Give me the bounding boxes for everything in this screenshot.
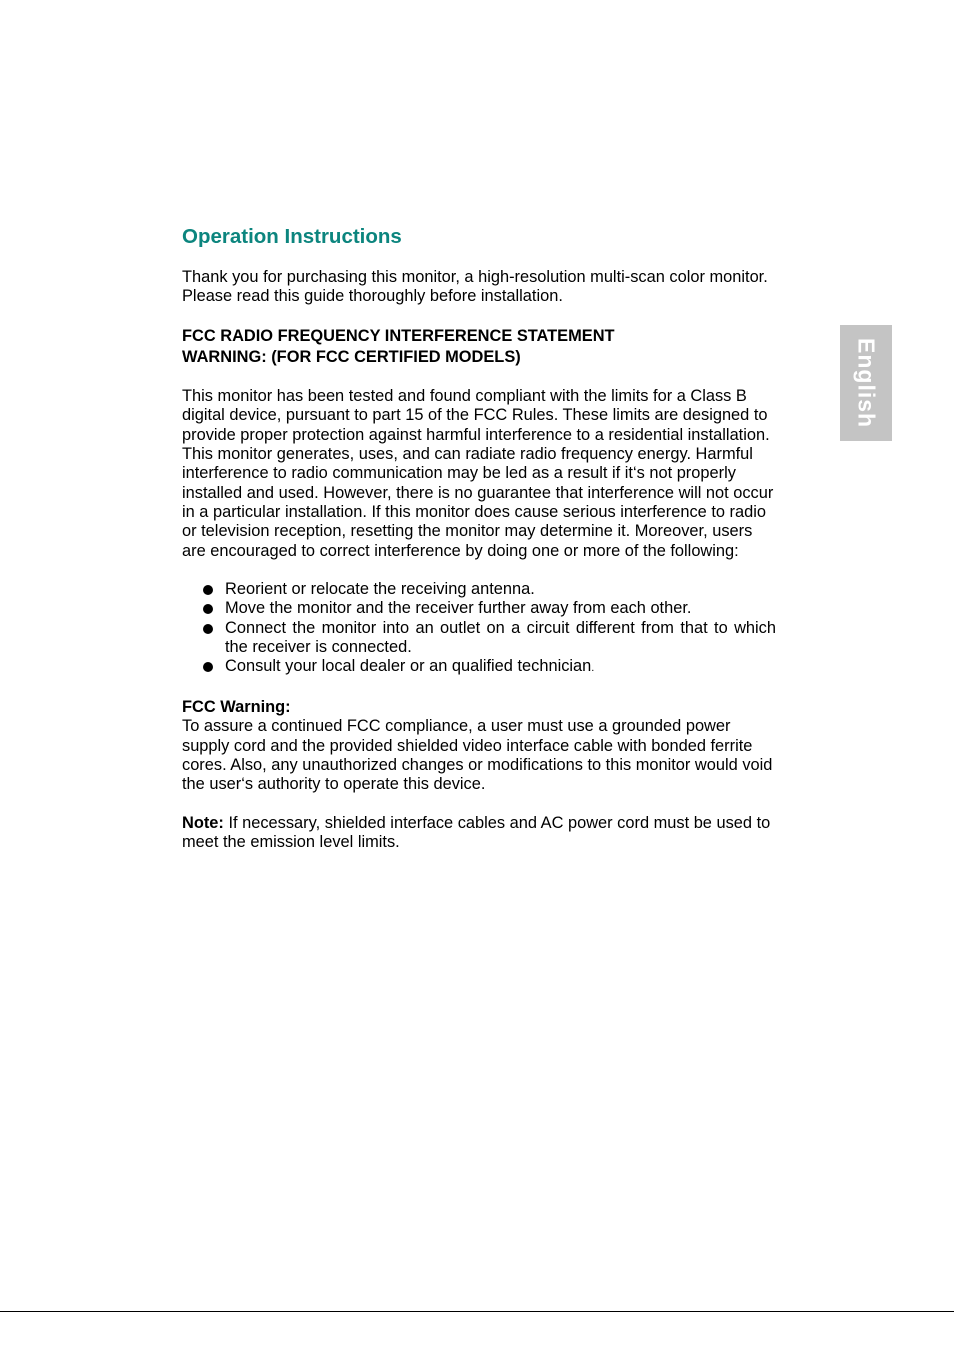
language-tab-label: English xyxy=(853,337,880,429)
spacer xyxy=(182,561,776,580)
corrective-measures-list xyxy=(182,580,776,678)
list-item-text: Move the monitor and the receiver further away from each other. xyxy=(225,599,692,618)
spacer xyxy=(182,368,776,387)
list-item xyxy=(182,657,776,678)
list-item xyxy=(182,580,776,599)
fcc-warning-body: To assure a continued FCC compliance, a user must use a grounded power supply cord and the provided shielded video interface cable with bonded ferrite cores. Also, any unauthorized changes or modifications to this monitor would void the user‘s authority to operate this device. xyxy=(182,717,773,794)
fcc-warning-section xyxy=(182,698,776,794)
page-content xyxy=(182,224,776,852)
intro-line-2: Please read this guide thoroughly before installation. xyxy=(182,287,563,306)
intro-section xyxy=(182,268,776,307)
fcc-heading-line-1: FCC RADIO FREQUENCY INTERFERENCE STATEMENT xyxy=(182,326,615,345)
fcc-heading-line-2: WARNING: (FOR FCC CERTIFIED MODELS) xyxy=(182,347,521,366)
list-item-suffix: . xyxy=(591,662,595,675)
bullet-icon xyxy=(203,585,213,595)
list-item xyxy=(182,619,776,658)
bullet-icon xyxy=(203,662,213,672)
list-item xyxy=(182,599,776,618)
note-body: If necessary, shielded interface cables and AC power cord must be used to meet the emission level limits. xyxy=(182,813,771,852)
spacer xyxy=(182,307,776,326)
fcc-statement-body: This monitor has been tested and found compliant with the limits for a Class B digital device, pursuant to part 15 of the FCC Rules. These limits are designed to provide proper protection against harmful interference to a residential installation. This monitor generates, uses, and can radiate radio frequency energy. Harmful interference to radio communication may be led as a result if it‘s not properly installed and used. However, there is no guarantee that interference will not occur in a particular installation. If this monitor does cause serious interference to radio or television reception, resetting the monitor may determine it. Moreover, users are encouraged to correct interference by doing one or more of the following: xyxy=(182,387,774,560)
bullet-icon xyxy=(203,624,213,634)
list-item-text: Consult your local dealer or an qualified technician xyxy=(225,657,592,676)
note-section xyxy=(182,814,776,853)
fcc-warning-label: FCC Warning: xyxy=(182,697,291,716)
bullet-icon xyxy=(203,604,213,614)
page-title: Operation Instructions xyxy=(182,225,402,248)
footer-divider xyxy=(0,1311,954,1312)
fcc-statement-heading xyxy=(182,326,776,368)
list-item-text: Connect the monitor into an outlet on a circuit different from that to which the receiver is connected. xyxy=(225,618,776,657)
intro-line-1: Thank you for purchasing this monitor, a high-resolution multi-scan color monitor. xyxy=(182,268,768,286)
spacer xyxy=(182,679,776,698)
spacer xyxy=(182,794,776,813)
note-label: Note: xyxy=(182,813,224,832)
language-tab xyxy=(840,325,892,441)
list-item-text: Reorient or relocate the receiving antenna. xyxy=(225,580,535,599)
